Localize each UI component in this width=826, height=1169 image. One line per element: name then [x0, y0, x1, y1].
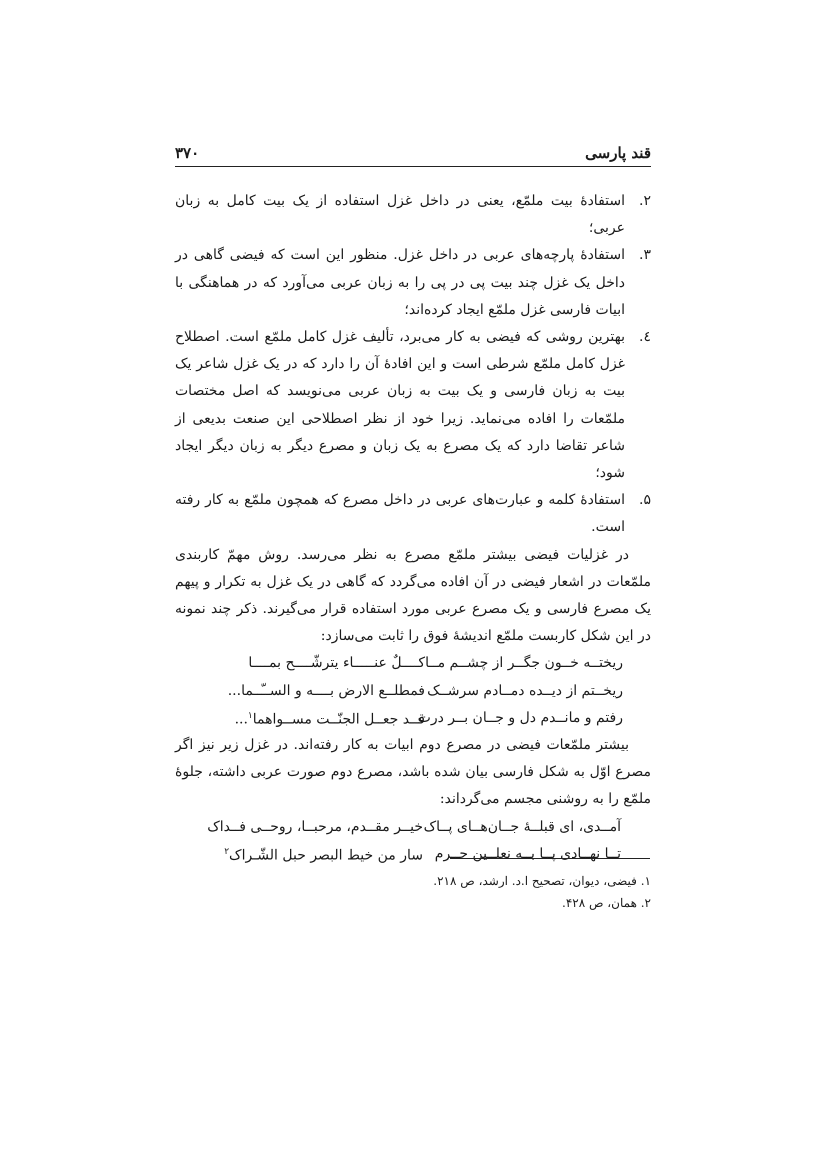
- page-number: ۳۷۰: [175, 144, 200, 162]
- hemistich-text: سار من خیط البصر حبل الشّـراک: [229, 847, 423, 864]
- hemistich-text: قــد جعــل الجنّــت مســواهما: [252, 711, 425, 728]
- running-head: [175, 140, 651, 164]
- hemistich-first: رفتم و مانــدم دل و جــان بــر درت: [417, 709, 623, 726]
- footnote-marker[interactable]: ۱: [247, 711, 253, 721]
- couplet: [175, 814, 651, 841]
- footnote-marker[interactable]: ۲: [224, 846, 230, 857]
- couplet: [175, 705, 651, 732]
- list-item: [175, 242, 651, 324]
- paragraph: بیشتر ملمّعات فیضی در مصرع دوم ابیات به کار رفته‌اند. در غزل زیر نیز اگر مصرع اوّل به شکل فارسی بیان شده باشد، مصرع دوم صورت عربی داشته، جلوهٔ ملمّع را به روشنی مجسم می‌گرداند:: [175, 737, 651, 808]
- list-number: ۳.: [639, 247, 651, 264]
- footnote: ۲. همان، ص ۴۲۸.: [562, 896, 651, 910]
- couplet: [175, 678, 651, 705]
- list-item: [175, 324, 651, 487]
- footnote-rule: [450, 858, 650, 859]
- list-number: ۲.: [639, 193, 651, 209]
- verse-block: [175, 814, 651, 868]
- footnote: ۱. فیضی، دیوان، تصحیح ا.د. ارشد، ص ۲۱۸.: [433, 874, 651, 888]
- book-title: قند پارسی: [585, 144, 651, 162]
- hemistich-first: ریخــتم از دیــده دمــادم سرشــک: [427, 682, 623, 699]
- list-text: استفادهٔ پارچه‌های عربی در داخل غزل. منظور این است که فیضی گاهی در داخل یک غزل چند بیت پی در پی را به زبان عربی می‌آورد که در هماهنگی با ابیات فارسی غزل ملمّع ایجاد کرده‌اند؛: [175, 247, 625, 318]
- hemistich-second: فمطلــع الارض بــــه و الســّــما...: [227, 682, 425, 699]
- hemistich-first: آمــدی، ای قبلــهٔ جــان‌هــای پــاک: [423, 818, 621, 835]
- hemistich-second: [213, 839, 423, 870]
- list-item: [175, 188, 651, 242]
- list-text: بهترین روشی که فیضی به کار می‌برد، تألیف غزل کامل ملمّع است. اصطلاح غزل کامل ملمّع شرطی است و این افادهٔ آن را دارد که در یک غزل شاعر یک بیت به زبان فارسی و یک بیت به زبان عربی می‌نویسد که اصل مختصات ملمّعات را افاده می‌نماید. زیرا خود از نظر اصطلاحی این صنعت بدیعی از شاعر تقاضا دارد که یک مصرع به یک زبان و مصرع دیگر به زبان دیگر ایجاد شود؛: [175, 329, 625, 482]
- header-rule: [175, 166, 651, 167]
- couplet: [175, 841, 651, 868]
- verse-block: [175, 650, 651, 732]
- couplet: [175, 650, 651, 677]
- paragraph: در غزلیات فیضی بیشتر ملمّع مصرع به نظر می‌رسد. روش مهمّ کاربندی ملمّعات در اشعار فیضی در آن افاده می‌گردد که گاهی در یک غزل به تکرار و پیهم یک مصرع فارسی و یک مصرع عربی مورد استفاده قرار می‌گیرند. ذکر چند نمونه در این شکل کاربست ملمّع اندیشهٔ فوق را ثابت می‌سازد:: [175, 546, 651, 645]
- list-text: استفادهٔ بیت ملمّع، یعنی در داخل غزل استفاده از یک بیت کامل به زبان عربی؛: [175, 193, 625, 237]
- list-text: استفادهٔ کلمه و عبارت‌های عربی در داخل مصرع که همچون ملمّع به کار رفته است.: [175, 492, 625, 536]
- hemistich-ellipsis: ...: [234, 711, 248, 728]
- hemistich-first: ریختــه خــون جگــر از چشــم مــا: [425, 655, 623, 672]
- hemistich-second: [215, 703, 425, 734]
- main-text: [175, 188, 651, 868]
- list-item: [175, 487, 651, 541]
- hemistich-second: کــــلٌ عنـــــاء یترشّــــح بمــــا: [248, 655, 425, 672]
- hemistich-first: تــا نهــادی پــا بــه نعلــین حــرم: [434, 845, 621, 862]
- list-number: ۵.: [639, 492, 651, 509]
- list-number: ٤.: [639, 329, 651, 346]
- footnotes: [175, 870, 651, 914]
- hemistich-second: خیــر مقــدم، مرحبــا، روحــی فــداک: [207, 818, 423, 835]
